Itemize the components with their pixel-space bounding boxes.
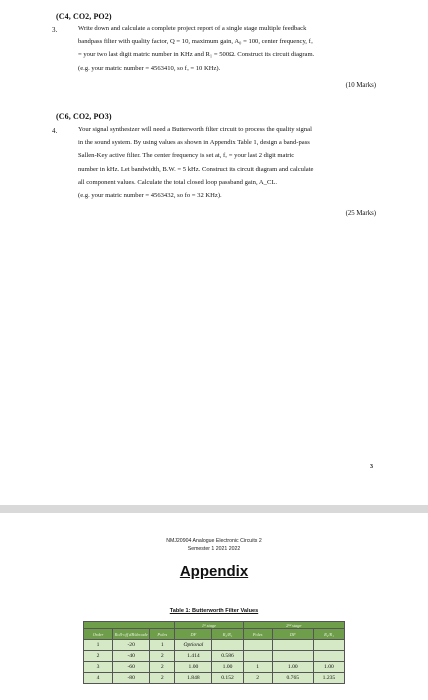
group-header-blank <box>84 622 175 629</box>
table-cell: 2 <box>84 651 113 662</box>
table-cell <box>313 640 344 651</box>
table-cell: 0.586 <box>212 651 243 662</box>
table-cell: 1 <box>84 640 113 651</box>
table-cell: 1.848 <box>175 673 212 684</box>
course-title: NMJ20904 Analogue Electronic Circuits 2 <box>166 538 262 544</box>
table-cell <box>212 640 243 651</box>
question-marks: (25 Marks) <box>345 210 376 217</box>
table-cell: 3 <box>84 662 113 673</box>
question-number: 4. <box>52 127 58 135</box>
question-number: 3. <box>52 26 58 34</box>
page-number: 3 <box>370 464 373 470</box>
question-line: = your two last digit matric number in KHz and R₁ = 500Ω. Construct its circuit diagram. <box>78 51 315 59</box>
question-text <box>78 123 378 202</box>
table-cell: -80 <box>113 673 150 684</box>
table-cell: 2 <box>150 651 175 662</box>
question-line: Sallen-Key active filter. The center frequency is set at, fₒ = your last 2 digit matric <box>78 152 295 160</box>
col-header: R₂/R₁ <box>313 629 344 640</box>
table-cell <box>243 651 272 662</box>
table-row <box>84 640 345 651</box>
table-group-header <box>84 622 345 629</box>
table-cell: 2 <box>150 673 175 684</box>
question-line: (e.g. your matric number = 4563432, so fo = 32 KHz). <box>78 192 222 200</box>
butterworth-table <box>83 621 345 684</box>
stage2-header: 2ⁿᵈ stage <box>243 622 344 629</box>
table-cell <box>272 651 313 662</box>
stage1-header: 1ˢᵗ stage <box>175 622 243 629</box>
question-marks: (10 Marks) <box>345 82 376 89</box>
col-header: DF <box>272 629 313 640</box>
question-line: number in kHz. Let bandwidth, B.W. = 5 kHz. Construct its circuit diagram and calculate <box>78 165 314 173</box>
table-cell <box>313 651 344 662</box>
table-cell: 2 <box>150 662 175 673</box>
table-cell: 1.414 <box>175 651 212 662</box>
table-cell: 4 <box>84 673 113 684</box>
table-cell: 0.765 <box>272 673 313 684</box>
table-cell: 2 <box>243 673 272 684</box>
table-cell: 1.00 <box>313 662 344 673</box>
table-cell: 1.235 <box>313 673 344 684</box>
question-line: all component values. Calculate the total closed loop passband gain, A_CL. <box>78 178 278 186</box>
section-heading: (C6, CO2, PO3) <box>56 112 112 121</box>
col-header: R₂/R₁ <box>212 629 243 640</box>
col-header: Poles <box>243 629 272 640</box>
table-row <box>84 673 345 684</box>
question-line: in the sound system. By using values as shown in Appendix Table 1, design a band-pass <box>78 139 310 147</box>
table-cell: 0.152 <box>212 673 243 684</box>
page-divider <box>0 505 428 513</box>
table-cell: -40 <box>113 651 150 662</box>
col-header: Poles <box>150 629 175 640</box>
table-cell: Optional <box>175 640 212 651</box>
table-cell <box>243 640 272 651</box>
question-line: Write down and calculate a complete project report of a single stage multiple feedback <box>78 25 307 32</box>
table-cell: 1.00 <box>272 662 313 673</box>
table-cell <box>272 640 313 651</box>
col-header: Order <box>84 629 113 640</box>
table-cell: -20 <box>113 640 150 651</box>
question-line: (e.g. your matric number = 4563410, so fₒ = 10 KHz). <box>78 64 221 72</box>
table-row <box>84 662 345 673</box>
table-row <box>84 651 345 662</box>
appendix-page <box>0 513 428 700</box>
section-heading: (C4, CO2, PO2) <box>56 12 112 21</box>
question-line: bandpass filter with quality factor, Q = 10, maximum gain, A₀ = 100, center frequency, fₒ <box>78 38 313 46</box>
appendix-title: Appendix <box>179 563 249 580</box>
table-cell: 1.00 <box>175 662 212 673</box>
col-header: Roll-off dB/decade <box>113 629 150 640</box>
table-column-header <box>84 629 345 640</box>
question-line: Your signal synthesizer will need a Butterworth filter circuit to process the quality signal <box>78 126 312 133</box>
table-cell: -60 <box>113 662 150 673</box>
semester-label: Semester 1 2021 2022 <box>187 546 241 552</box>
table-cell: 1.00 <box>212 662 243 673</box>
table-cell: 1 <box>243 662 272 673</box>
question-text <box>78 22 378 75</box>
table-caption: Table 1: Butterworth Filter Values <box>169 608 259 614</box>
table-cell: 1 <box>150 640 175 651</box>
col-header: DF <box>175 629 212 640</box>
